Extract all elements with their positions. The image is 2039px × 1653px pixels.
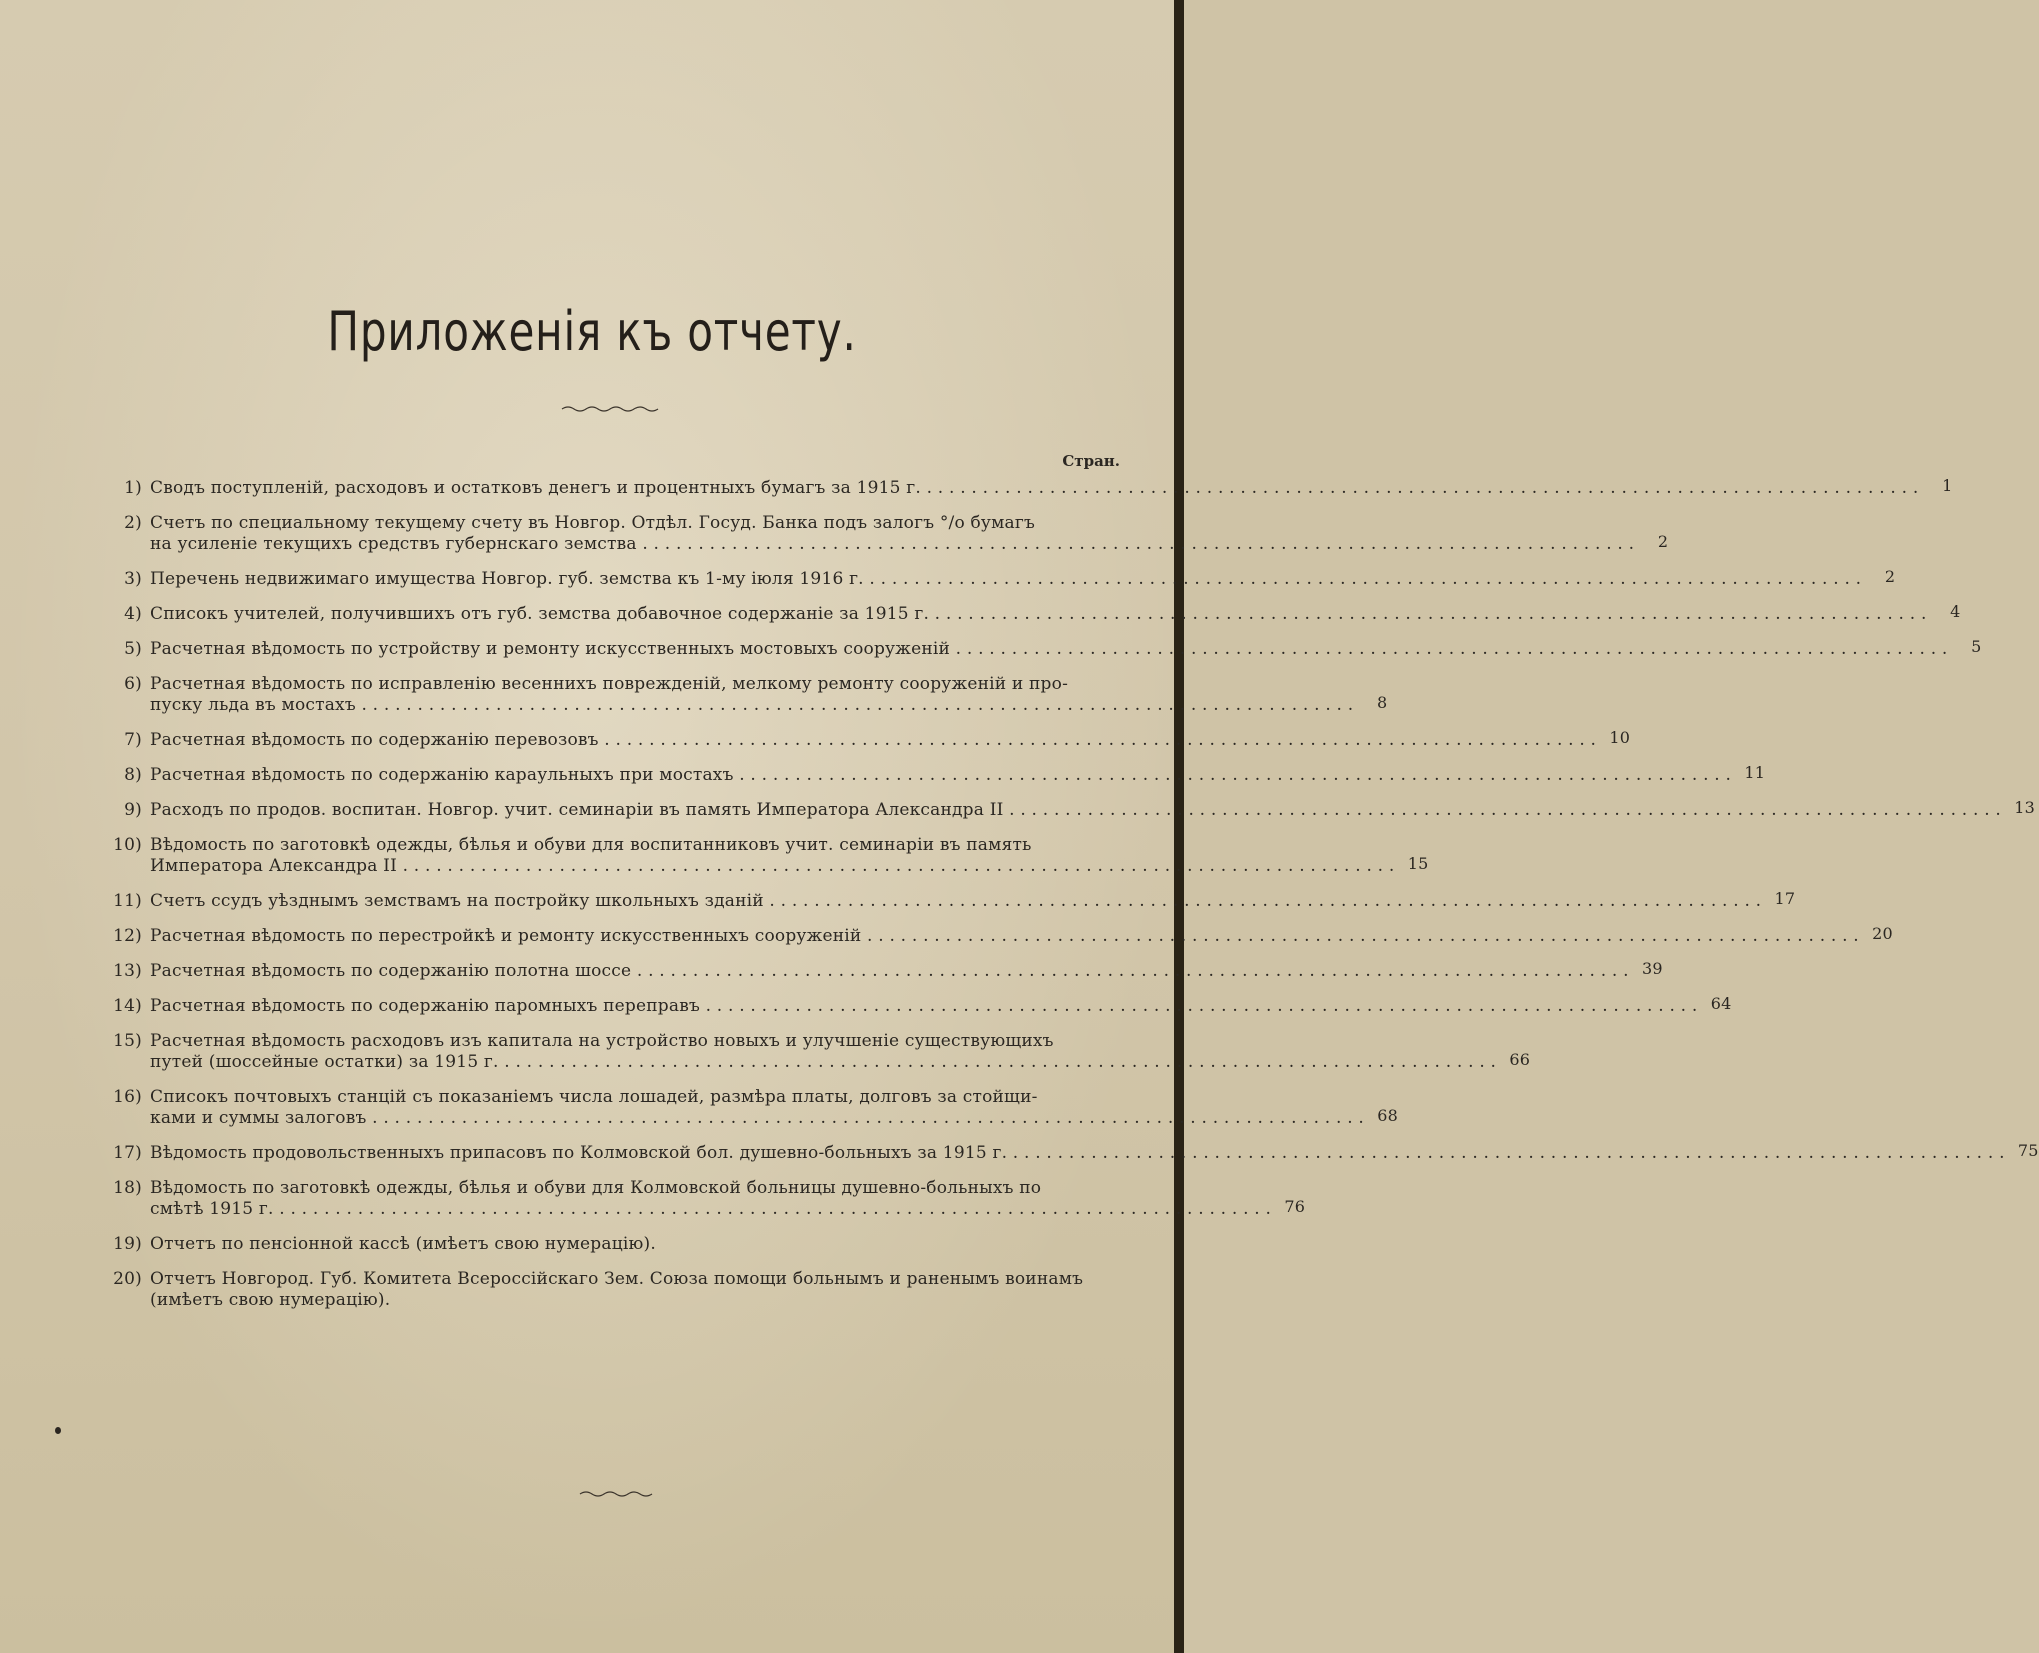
toc-entry — [110, 959, 1663, 982]
entry-page-number: 11 — [1744, 763, 1766, 782]
entry-line: Вѣдомость по заготовкѣ одежды, бѣлья и обуви для Колмовской больницы душевно-больныхъ по — [150, 1178, 1042, 1198]
entry-page-number: 8 — [1376, 693, 1388, 712]
entry-number: 12) — [113, 926, 142, 946]
entry-text — [150, 891, 1795, 912]
entry-line: Расчетная вѣдомость по перестройкѣ и ремонту искусственныхъ сооруженій . . . — [150, 926, 1859, 947]
entry-line: Списокъ учителей, получившихъ отъ губ. земства добавочное содержаніе за 1915 г. . . . — [150, 604, 1927, 625]
toc-entry — [110, 1141, 2039, 1164]
entry-text — [150, 674, 1387, 716]
entry-page-number: 15 — [1407, 854, 1429, 873]
entry-line: Отчетъ Новгород. Губ. Комитета Всероссійскаго Зем. Союза помощи больнымъ и раненымъ воинамъ — [150, 1269, 1084, 1289]
entry-page-number: 75 — [2017, 1141, 2039, 1160]
entry-text — [150, 996, 1731, 1017]
entry-page-number: 10 — [1609, 728, 1631, 747]
page-edge — [1174, 0, 1184, 1653]
entry-number: 11) — [113, 891, 142, 911]
entry-line: Сводъ поступленій, расходовъ и остатковъ денегъ и процентныхъ бумагъ за 1915 г. . . . — [150, 478, 1918, 499]
entry-text — [150, 926, 1893, 947]
entry-number: 2) — [124, 513, 142, 533]
toc-entry — [110, 1031, 1531, 1073]
toc-entry — [110, 476, 1953, 499]
entry-number: 19) — [113, 1234, 142, 1254]
entry-page-number: 13 — [2014, 798, 2036, 817]
entry-text — [150, 513, 1668, 555]
entry-line: пуску льда въ мостахъ . . . — [150, 695, 1353, 716]
table-of-contents — [110, 476, 2039, 1325]
entry-page-number: 5 — [1971, 637, 1982, 656]
toc-entry — [110, 1087, 1399, 1129]
entry-text — [150, 478, 1952, 499]
toc-entry — [110, 835, 1429, 877]
entry-page-number: 76 — [1284, 1197, 1306, 1216]
entry-text — [150, 1234, 1150, 1255]
entry-line: Императора Александра II . . . — [150, 856, 1394, 877]
entry-line: Расчетная вѣдомость по исправленію весеннихъ поврежденій, мелкому ремонту сооруженій и про- — [150, 674, 1069, 694]
entry-line: смѣтѣ 1915 г. . . . — [150, 1199, 1271, 1220]
entry-number: 10) — [113, 835, 142, 855]
toc-entry — [110, 763, 1766, 786]
entry-line: Перечень недвижимаго имущества Новгор. губ. земства къ 1-му іюля 1916 г. . . . — [150, 569, 1861, 590]
entry-number: 4) — [124, 604, 142, 624]
entry-page-number: 2 — [1657, 532, 1669, 551]
title-flourish — [560, 403, 680, 413]
entry-number: 3) — [124, 569, 142, 589]
entry-number: 17) — [113, 1143, 142, 1163]
entry-number: 6) — [124, 674, 142, 694]
entry-text — [150, 639, 1982, 660]
entry-page-number: 20 — [1872, 924, 1893, 943]
entry-page-number: 1 — [1942, 476, 1953, 495]
entry-text — [150, 1031, 1530, 1073]
entry-text — [150, 569, 1895, 590]
entry-text — [150, 765, 1765, 786]
toc-entry — [110, 728, 1631, 751]
toc-entry — [110, 1269, 1150, 1311]
toc-entry — [110, 637, 1982, 660]
entry-text — [150, 1178, 1305, 1220]
entry-text — [150, 961, 1663, 982]
entry-text — [150, 800, 2035, 821]
entry-line: Расчетная вѣдомость расходовъ изъ капитала на устройство новыхъ и улучшеніе существующихъ — [150, 1031, 1054, 1051]
toc-entry — [110, 602, 1961, 625]
toc-entry — [110, 994, 1732, 1017]
page-column-header: Стран. — [1062, 452, 1120, 470]
entry-text — [150, 1143, 2039, 1164]
toc-entry — [110, 567, 1896, 590]
toc-entry — [110, 798, 2036, 821]
entry-page-number: 17 — [1774, 889, 1796, 908]
toc-entry — [110, 513, 1669, 555]
entry-line: Вѣдомость продовольственныхъ припасовъ по Колмовской бол. душевно-больныхъ за 1915 г. . . . — [150, 1143, 2005, 1164]
entry-number: 5) — [124, 639, 142, 659]
entry-number: 1) — [124, 478, 142, 498]
ink-speck — [55, 1427, 61, 1434]
entry-number: 15) — [113, 1031, 142, 1051]
entry-number: 14) — [113, 996, 142, 1016]
entry-line: Расчетная вѣдомость по содержанію полотна шоссе . . . — [150, 961, 1629, 982]
entry-line: Отчетъ по пенсіонной кассѣ (имѣетъ свою нумерацію). — [150, 1234, 656, 1254]
toc-entry — [110, 1234, 1150, 1255]
entry-number: 20) — [113, 1269, 142, 1289]
toc-entry — [110, 1178, 1306, 1220]
entry-text — [150, 604, 1961, 625]
entry-number: 9) — [124, 800, 142, 820]
entry-line: Вѣдомость по заготовкѣ одежды, бѣлья и обуви для воспитанниковъ учит. семинаріи въ память — [150, 835, 1032, 855]
entry-text — [150, 1269, 1150, 1311]
entry-line: ками и суммы залоговъ . . . — [150, 1108, 1364, 1129]
entry-line: путей (шоссейные остатки) за 1915 г. . . . — [150, 1052, 1496, 1073]
entry-page-number: 39 — [1641, 959, 1663, 978]
entry-line: Расчетная вѣдомость по устройству и ремонту искусственныхъ мостовыхъ сооруженій . . . — [150, 639, 1948, 660]
entry-line: (имѣетъ свою нумерацію). — [150, 1290, 391, 1310]
entry-page-number: 4 — [1950, 602, 1961, 621]
entry-line: Расходъ по продов. воспитан. Новгор. учит. семинаріи въ память Императора Александра II . . . — [150, 800, 2001, 821]
entry-line: Расчетная вѣдомость по содержанію перевозовъ . . . — [150, 730, 1596, 751]
entry-page-number: 68 — [1377, 1106, 1399, 1125]
entry-text — [150, 1087, 1398, 1129]
entry-page-number: 66 — [1509, 1050, 1531, 1069]
entry-page-number: 2 — [1884, 567, 1896, 586]
entry-number: 18) — [113, 1178, 142, 1198]
closing-flourish — [578, 1488, 658, 1498]
entry-page-number: 64 — [1710, 994, 1732, 1013]
entry-text — [150, 835, 1428, 877]
entry-number: 7) — [124, 730, 142, 750]
entry-number: 16) — [113, 1087, 142, 1107]
entry-line: Расчетная вѣдомость по содержанію караульныхъ при мостахъ . . . — [150, 765, 1731, 786]
toc-entry — [110, 924, 1893, 947]
entry-text — [150, 730, 1630, 751]
page-title: Приложенія къ отчету. — [327, 300, 857, 363]
entry-line: на усиленіе текущихъ средствъ губернскаго земства . . . — [150, 534, 1634, 555]
entry-number: 13) — [113, 961, 142, 981]
entry-number: 8) — [124, 765, 142, 785]
entry-line: Счетъ по специальному текущему счету въ Новгор. Отдѣл. Госуд. Банка подъ залогъ °/o бумагъ — [150, 513, 1036, 533]
entry-line: Списокъ почтовыхъ станцій съ показаніемъ числа лошадей, размѣра платы, долговъ за стойщи- — [150, 1087, 1038, 1107]
toc-entry — [110, 674, 1388, 716]
entry-line: Счетъ ссудъ уѣзднымъ земствамъ на постройку школьныхъ зданій . . . — [150, 891, 1761, 912]
toc-entry — [110, 889, 1796, 912]
entry-line: Расчетная вѣдомость по содержанію паромныхъ переправъ . . . — [150, 996, 1697, 1017]
